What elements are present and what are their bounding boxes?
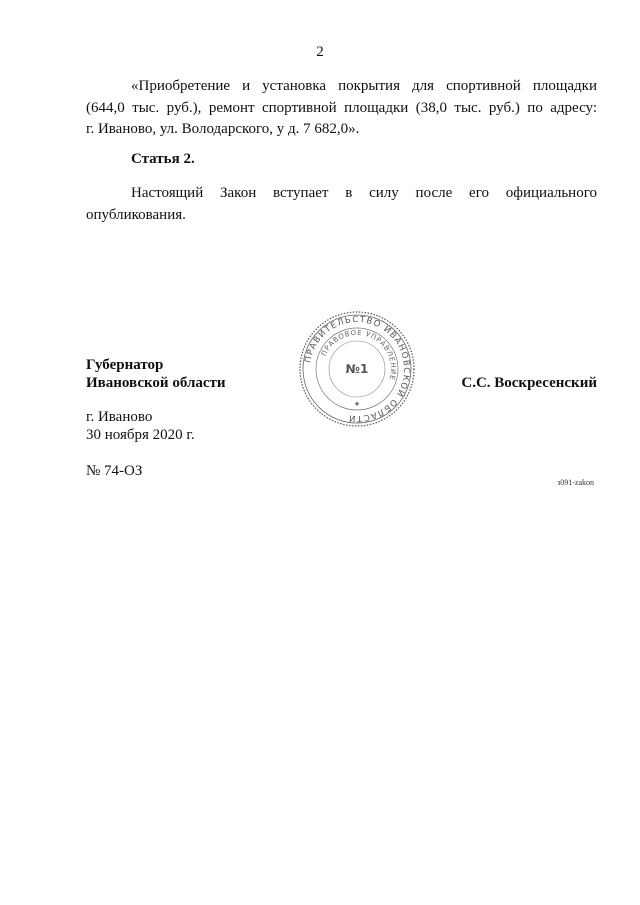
signatory-name: С.С. Воскресенский [461,375,597,391]
file-code: з091-zakon [557,478,594,487]
paragraph-1-line-2: (644,0 тыс. руб.), ремонт спортивной площадки (38,0 тыс. руб.) по адресу: [86,99,597,116]
signatory-title-line-1: Губернатор [86,357,164,373]
page-number: 2 [316,44,324,60]
paragraph-1 [86,76,597,141]
paragraph-1-line-1: «Приобретение и установка покрытия для спортивной площадки [131,78,597,94]
seal-inner-text: ПРАВОВОЕ УПРАВЛЕНИЕ [319,328,398,382]
seal-number: №1 [345,362,369,376]
svg-text:★: ★ [353,400,361,408]
official-seal-icon [298,310,416,428]
paragraph-2-line-2: опубликования. [86,206,186,223]
signatory-title-line-2: Ивановской области [86,375,226,391]
paragraph-1-line-3: г. Иваново, ул. Володарского, у д. 7 682,0». [86,121,360,137]
seal-outer-text: ПРАВИТЕЛЬСТВО ИВАНОВСКОЙ ОБЛАСТИ [303,314,412,424]
place-of-signing: г. Иваново [86,409,153,425]
law-number: № 74-ОЗ [86,463,143,479]
paragraph-2 [86,183,597,226]
article-heading: Статья 2. [131,151,195,167]
signing-date: 30 ноября 2020 г. [86,427,195,443]
paragraph-2-line-1: Настоящий Закон вступает в силу после его официального [131,185,597,201]
